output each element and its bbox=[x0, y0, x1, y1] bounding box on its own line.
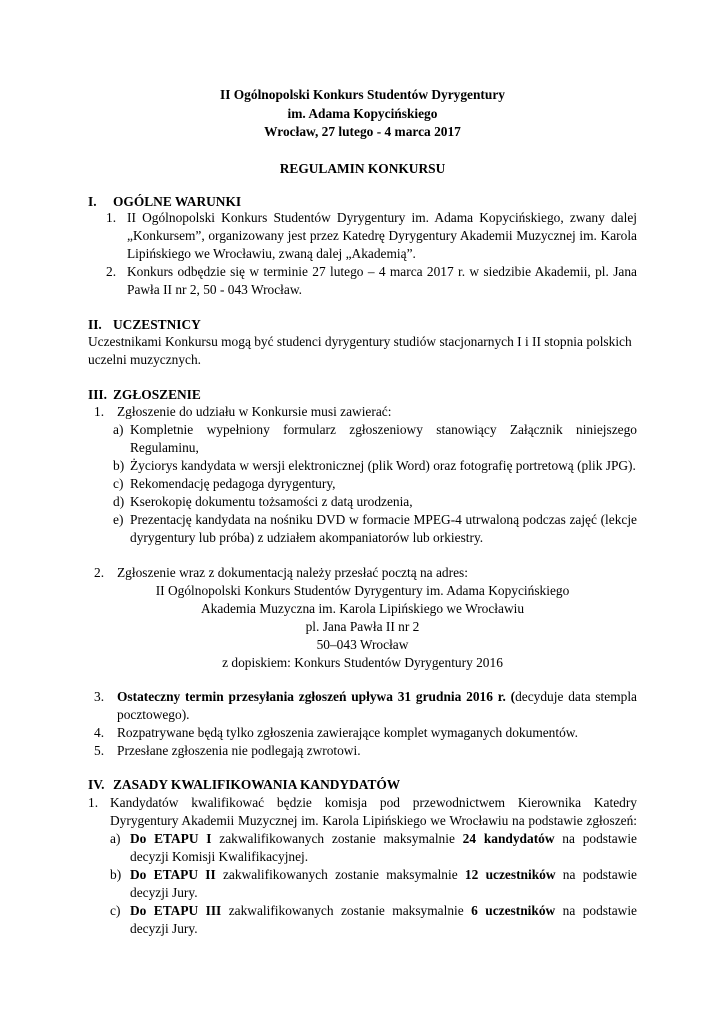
s4-sub-c-line-1 bbox=[130, 902, 637, 920]
s4-sub-a-text-2: na podstawie bbox=[554, 831, 637, 846]
s3-sub-c-text: Rekomendację pedagoga dyrygentury, bbox=[130, 476, 336, 491]
s1-item-2-number: 2. bbox=[106, 264, 117, 279]
section-4-title: ZASADY KWALIFIKOWANIA KANDYDATÓW bbox=[113, 777, 401, 792]
s4-sub-b-text-2: na podstawie bbox=[555, 867, 637, 882]
s4-item-1-line-2: Dyrygentury Akademii Muzycznej im. Karola Lipińskiego we Wrocławiu na podstawie zgłoszeń: bbox=[110, 813, 637, 828]
s4-item-1-number: 1. bbox=[88, 795, 99, 810]
s4-sub-b-text-1: zakwalifikowanych zostanie maksymalnie bbox=[215, 867, 465, 882]
s3-sub-a-line-2: Regulaminu, bbox=[130, 440, 199, 455]
s3-sub-d-text: Kserokopię dokumentu tożsamości z datą urodzenia, bbox=[130, 494, 413, 509]
s3-item-3-deadline: Ostateczny termin przesyłania zgłoszeń upływa 31 grudnia 2016 r. ( bbox=[117, 689, 516, 704]
section-4-number: IV. bbox=[88, 777, 105, 792]
address-line-3: pl. Jana Pawła II nr 2 bbox=[305, 619, 420, 634]
s3-item-3-line-2: pocztowego). bbox=[117, 707, 190, 722]
s4-sub-a-label: a) bbox=[110, 831, 121, 846]
section-1-number: I. bbox=[88, 194, 97, 209]
s4-sub-b-count: 12 uczestników bbox=[464, 867, 556, 882]
section-2-title: UCZESTNICY bbox=[113, 317, 201, 332]
s4-sub-c-count: 6 uczestników bbox=[471, 903, 556, 918]
s3-sub-a-line-1: Kompletnie wypełniony formularz zgłoszeniowy stanowiący Załącznik niniejszego bbox=[130, 422, 637, 437]
title-line-1: II Ogólnopolski Konkurs Studentów Dyrygentury bbox=[220, 87, 505, 102]
s4-sub-b-line-2: decyzji Jury. bbox=[130, 885, 198, 900]
s3-sub-b-text: Życiorys kandydata w wersji elektronicznej (plik Word) oraz fotografię portretową (plik JPG). bbox=[130, 458, 636, 473]
s3-sub-e-label: e) bbox=[113, 512, 124, 527]
s3-item-2-text: Zgłoszenie wraz z dokumentacją należy przesłać pocztą na adres: bbox=[117, 565, 468, 580]
s1-item-1-line-3: Lipińskiego we Wrocławiu, zwaną dalej „Akademią”. bbox=[127, 246, 416, 261]
s4-sub-c-text-1: zakwalifikowanych zostanie maksymalnie bbox=[221, 903, 472, 918]
address-line-2: Akademia Muzyczna im. Karola Lipińskiego we Wrocławiu bbox=[200, 601, 525, 616]
s3-item-4-text: Rozpatrywane będą tylko zgłoszenia zawierające komplet wymaganych dokumentów. bbox=[117, 725, 578, 740]
s3-sub-e-line-2: dyrygentury lub próba) z udziałem akompaniatorów lub orkiestry. bbox=[130, 530, 484, 545]
s1-item-1-number: 1. bbox=[106, 210, 117, 225]
title-line-3: Wrocław, 27 lutego - 4 marca 2017 bbox=[264, 124, 461, 139]
s3-item-5-number: 5. bbox=[94, 743, 105, 758]
section-3-title: ZGŁOSZENIE bbox=[113, 387, 201, 402]
s4-sub-c-text-2: na podstawie bbox=[555, 903, 637, 918]
s3-item-2-number: 2. bbox=[94, 565, 105, 580]
s1-item-1-line-1: II Ogólnopolski Konkurs Studentów Dyrygentury im. Adama Kopycińskiego, zwany dalej bbox=[127, 210, 637, 225]
s1-item-1-line-2: „Konkursem”, organizowany jest przez Katedrę Dyrygentury Akademii Muzycznej im. Karola bbox=[127, 228, 637, 243]
s4-sub-a-count: 24 kandydatów bbox=[462, 831, 555, 846]
s3-item-5-text: Przesłane zgłoszenia nie podlegają zwrotowi. bbox=[117, 743, 361, 758]
s4-sub-c-line-2: decyzji Jury. bbox=[130, 921, 198, 936]
s3-item-1-number: 1. bbox=[94, 404, 105, 419]
s3-sub-c-label: c) bbox=[113, 476, 124, 491]
s3-sub-e-line-1: Prezentację kandydata na nośniku DVD w formacie MPEG-4 utrwaloną podczas zajęć (lekcje bbox=[130, 512, 637, 527]
s4-sub-b-stage: Do ETAPU II bbox=[130, 867, 216, 882]
s4-sub-a-line-1 bbox=[130, 830, 637, 848]
s3-sub-a-label: a) bbox=[113, 422, 124, 437]
section-1-title: OGÓLNE WARUNKI bbox=[113, 194, 242, 209]
s1-item-2-line-2: Pawła II nr 2, 50 - 043 Wrocław. bbox=[127, 282, 302, 297]
s2-line-2: uczelni muzycznych. bbox=[88, 352, 202, 367]
s3-sub-b-label: b) bbox=[113, 458, 125, 473]
s3-item-1-text: Zgłoszenie do udziału w Konkursie musi zawierać: bbox=[117, 404, 392, 419]
s3-item-4-number: 4. bbox=[94, 725, 105, 740]
s4-sub-c-label: c) bbox=[110, 903, 121, 918]
s4-sub-c-stage: Do ETAPU III bbox=[130, 903, 222, 918]
regulamin-heading: REGULAMIN KONKURSU bbox=[279, 161, 446, 176]
address-line-4: 50–043 Wrocław bbox=[316, 637, 409, 652]
s4-item-1-line-1: Kandydatów kwalifikować będzie komisja pod przewodnictwem Kierownika Katedry bbox=[110, 795, 637, 810]
address-line-1: II Ogólnopolski Konkurs Studentów Dyrygentury im. Adama Kopycińskiego bbox=[155, 583, 570, 598]
s4-sub-a-text-1: zakwalifikowanych zostanie maksymalnie bbox=[211, 831, 463, 846]
s4-sub-a-line-2: decyzji Komisji Kwalifikacyjnej. bbox=[130, 849, 309, 864]
s3-sub-d-label: d) bbox=[113, 494, 125, 509]
s1-item-2-line-1: Konkurs odbędzie się w terminie 27 lutego – 4 marca 2017 r. w siedzibie Akademii, pl. Jana bbox=[127, 264, 637, 279]
s4-sub-a-stage: Do ETAPU I bbox=[130, 831, 212, 846]
s3-item-3-rest: decyduje data stempla bbox=[515, 689, 637, 704]
s4-sub-b-label: b) bbox=[110, 867, 122, 882]
section-2-number: II. bbox=[88, 317, 102, 332]
section-3-number: III. bbox=[88, 387, 107, 402]
s4-sub-b-line-1 bbox=[130, 866, 637, 884]
s2-line-1: Uczestnikami Konkursu mogą być studenci dyrygentury studiów stacjonarnych I i II stopnia polskich bbox=[88, 334, 632, 349]
s3-item-3-line-1 bbox=[117, 688, 637, 706]
s3-item-3-number: 3. bbox=[94, 689, 105, 704]
address-line-5: z dopiskiem: Konkurs Studentów Dyrygentury 2016 bbox=[222, 655, 503, 670]
title-line-2: im. Adama Kopycińskiego bbox=[287, 106, 438, 121]
